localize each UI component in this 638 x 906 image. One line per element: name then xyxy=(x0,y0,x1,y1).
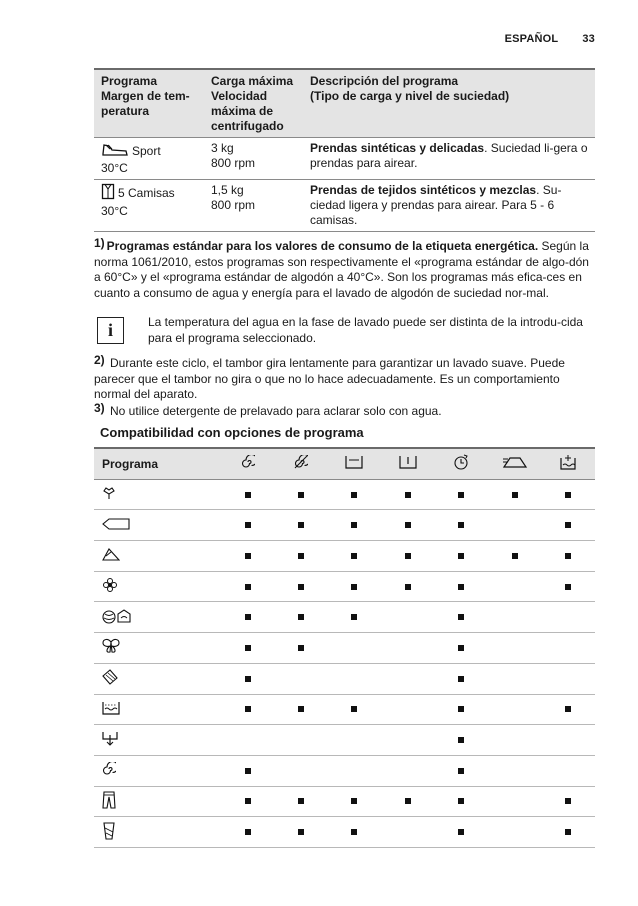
max-load: 1,5 kg xyxy=(211,183,244,197)
description-cell xyxy=(303,138,595,180)
header-program xyxy=(94,69,204,138)
empty-cell xyxy=(488,725,542,756)
square-mark-icon xyxy=(512,492,518,498)
footnote-text: Durante este ciclo, el tambor gira lentamente para garantizar un lavado suave. Puede parecer que el tambor no gira o que no lo hace adecuadamente. Es un comportamiento normal del aparato. xyxy=(94,356,565,401)
square-mark-icon xyxy=(458,614,464,620)
square-mark-icon xyxy=(565,553,571,559)
square-mark-icon xyxy=(405,584,411,590)
square-mark-icon xyxy=(405,492,411,498)
compatible-mark xyxy=(328,602,381,633)
compatibility-row xyxy=(94,633,595,664)
header-program-label: Programa xyxy=(94,448,221,479)
compatible-mark xyxy=(328,571,381,602)
square-mark-icon xyxy=(245,492,251,498)
sport-bottle-icon xyxy=(94,817,221,848)
compatibility-row xyxy=(94,786,595,817)
blanket-icon xyxy=(94,663,221,694)
program-temp: 30°C xyxy=(101,204,128,218)
footnote-marker: 1) xyxy=(94,236,105,250)
language-label: ESPAÑOL xyxy=(504,33,559,45)
header-line: Carga máxima xyxy=(211,74,294,88)
square-mark-icon xyxy=(245,645,251,651)
empty-cell xyxy=(488,510,542,541)
square-mark-icon xyxy=(458,798,464,804)
rinse-hold-icon xyxy=(328,448,381,479)
drain-icon xyxy=(94,725,221,756)
square-mark-icon xyxy=(298,522,304,528)
footnote-text: Según la norma 1061/2010, estos programas son respectivamente el «programa estándar de algo-dón a 60°C» y el «programa estándar de algodón a 40°C». Son los programas más efica-ces en cuanto a consumo de agua y energía para el lavado de algodón de suciedad nor-mal. xyxy=(94,239,589,300)
footnote-3 xyxy=(94,401,595,420)
compatible-mark xyxy=(221,817,274,848)
empty-cell xyxy=(488,602,542,633)
header-line: Descripción del programa xyxy=(310,74,459,88)
delicates-icon xyxy=(94,571,221,602)
page-header xyxy=(505,33,595,45)
compatible-mark xyxy=(221,694,274,725)
header-description xyxy=(303,69,595,138)
program-table xyxy=(94,68,595,232)
compatibility-header xyxy=(94,448,595,479)
easy-iron-icon xyxy=(488,448,542,479)
compatibility-row xyxy=(94,755,595,786)
square-mark-icon xyxy=(458,829,464,835)
square-mark-icon xyxy=(245,553,251,559)
spin-program-icon xyxy=(94,755,221,786)
compatible-mark xyxy=(328,541,381,572)
compatibility-row xyxy=(94,817,595,848)
compatible-mark xyxy=(542,694,596,725)
square-mark-icon xyxy=(458,706,464,712)
header-line: peratura xyxy=(101,104,150,118)
square-mark-icon xyxy=(245,706,251,712)
no-spin-icon xyxy=(274,448,327,479)
compatibility-row xyxy=(94,694,595,725)
prewash-icon xyxy=(542,448,596,479)
compatibility-row xyxy=(94,479,595,510)
compatible-mark xyxy=(488,541,542,572)
empty-cell xyxy=(488,694,542,725)
compatible-mark xyxy=(435,602,488,633)
synthetics-icon xyxy=(94,541,221,572)
compatible-mark xyxy=(328,510,381,541)
compatible-mark xyxy=(381,510,434,541)
square-mark-icon xyxy=(565,522,571,528)
square-mark-icon xyxy=(565,829,571,835)
empty-cell xyxy=(542,633,596,664)
square-mark-icon xyxy=(565,798,571,804)
footnote-2 xyxy=(94,353,595,403)
empty-cell xyxy=(542,663,596,694)
compatible-mark xyxy=(381,786,434,817)
compatible-mark xyxy=(435,663,488,694)
compatible-mark xyxy=(435,571,488,602)
compatible-mark xyxy=(274,479,327,510)
empty-cell xyxy=(542,755,596,786)
compatible-mark xyxy=(435,755,488,786)
compatible-mark xyxy=(274,541,327,572)
header-line: centrifugado xyxy=(211,119,284,133)
square-mark-icon xyxy=(351,798,357,804)
spin-icon xyxy=(221,448,274,479)
load-cell xyxy=(204,138,303,180)
compatibility-row xyxy=(94,571,595,602)
square-mark-icon xyxy=(458,522,464,528)
compatible-mark xyxy=(435,510,488,541)
section-title: Compatibilidad con opciones de programa xyxy=(100,425,364,440)
compatible-mark xyxy=(274,817,327,848)
square-mark-icon xyxy=(245,798,251,804)
compatible-mark xyxy=(274,510,327,541)
empty-cell xyxy=(542,602,596,633)
square-mark-icon xyxy=(458,676,464,682)
square-mark-icon xyxy=(351,584,357,590)
empty-cell xyxy=(488,633,542,664)
square-mark-icon xyxy=(351,492,357,498)
square-mark-icon xyxy=(458,492,464,498)
square-mark-icon xyxy=(245,829,251,835)
program-name: Sport xyxy=(132,143,161,158)
compatible-mark xyxy=(274,571,327,602)
compatible-mark xyxy=(542,786,596,817)
empty-cell xyxy=(328,633,381,664)
compatible-mark xyxy=(542,817,596,848)
shirt-icon xyxy=(101,183,115,204)
square-mark-icon xyxy=(458,584,464,590)
page-number: 33 xyxy=(582,33,595,45)
compatible-mark xyxy=(221,571,274,602)
description-text: . Su-ciedad ligera y prendas para airear. Para 5 - 6 camisas. xyxy=(310,183,562,227)
info-icon: i xyxy=(97,317,124,344)
compatible-mark xyxy=(221,541,274,572)
compatible-mark xyxy=(221,786,274,817)
square-mark-icon xyxy=(458,553,464,559)
wool-silk-icon xyxy=(94,602,221,633)
program-name: 5 Camisas xyxy=(118,186,175,200)
empty-cell xyxy=(328,725,381,756)
compatible-mark xyxy=(274,786,327,817)
footnote-bold: Programas estándar para los valores de consumo de la etiqueta energética. xyxy=(106,239,539,253)
compatible-mark xyxy=(274,602,327,633)
footnote-marker: 2) xyxy=(94,353,105,367)
compatible-mark xyxy=(542,541,596,572)
compatible-mark xyxy=(381,571,434,602)
info-text: La temperatura del agua en la fase de lavado puede ser distinta de la introdu-cida para el programa seleccionado. xyxy=(148,315,583,345)
square-mark-icon xyxy=(351,553,357,559)
empty-cell xyxy=(221,725,274,756)
max-speed: 800 rpm xyxy=(211,156,256,170)
empty-cell xyxy=(488,817,542,848)
compatible-mark xyxy=(381,479,434,510)
square-mark-icon xyxy=(351,706,357,712)
description-cell xyxy=(303,180,595,232)
compatible-mark xyxy=(274,633,327,664)
compatible-mark xyxy=(542,479,596,510)
empty-cell xyxy=(381,817,434,848)
header-load xyxy=(204,69,303,138)
time-manager-icon xyxy=(435,448,488,479)
square-mark-icon xyxy=(458,645,464,651)
cotton-icon xyxy=(94,479,221,510)
program-row-sport xyxy=(94,138,595,180)
compatibility-row xyxy=(94,541,595,572)
compatible-mark xyxy=(328,694,381,725)
empty-cell xyxy=(381,725,434,756)
square-mark-icon xyxy=(351,829,357,835)
load-cell xyxy=(204,180,303,232)
compatible-mark xyxy=(221,510,274,541)
empty-cell xyxy=(488,755,542,786)
footnote-1 xyxy=(94,236,595,301)
header-line: Programa xyxy=(101,74,158,88)
square-mark-icon xyxy=(245,584,251,590)
square-mark-icon xyxy=(405,553,411,559)
sport-shoe-icon xyxy=(101,141,129,161)
empty-cell xyxy=(488,663,542,694)
extra-rinse-icon xyxy=(381,448,434,479)
max-speed: 800 rpm xyxy=(211,198,256,212)
compatible-mark xyxy=(221,663,274,694)
description-text: . Suciedad li-gera o prendas para airear. xyxy=(310,141,588,170)
footnote-marker: 3) xyxy=(94,401,105,415)
program-temp: 30°C xyxy=(101,161,128,175)
compatible-mark xyxy=(328,786,381,817)
rinse-icon xyxy=(94,694,221,725)
program-table-header xyxy=(94,69,595,138)
compatible-mark xyxy=(328,817,381,848)
square-mark-icon xyxy=(298,706,304,712)
square-mark-icon xyxy=(245,676,251,682)
square-mark-icon xyxy=(298,584,304,590)
header-line: (Tipo de carga y nivel de suciedad) xyxy=(310,89,510,103)
compatible-mark xyxy=(542,571,596,602)
compatible-mark xyxy=(435,694,488,725)
compatible-mark xyxy=(435,725,488,756)
compatible-mark xyxy=(435,633,488,664)
compatible-mark xyxy=(381,541,434,572)
square-mark-icon xyxy=(512,553,518,559)
compatible-mark xyxy=(488,479,542,510)
compatibility-table xyxy=(94,447,595,848)
empty-cell xyxy=(488,571,542,602)
denim-icon xyxy=(94,786,221,817)
compatible-mark xyxy=(221,479,274,510)
square-mark-icon xyxy=(245,522,251,528)
info-note xyxy=(97,315,595,346)
empty-cell xyxy=(274,663,327,694)
empty-cell xyxy=(328,663,381,694)
compatible-mark xyxy=(274,694,327,725)
compatible-mark xyxy=(221,633,274,664)
empty-cell xyxy=(381,694,434,725)
square-mark-icon xyxy=(458,737,464,743)
square-mark-icon xyxy=(298,614,304,620)
header-line: Margen de tem- xyxy=(101,89,190,103)
empty-cell xyxy=(274,725,327,756)
description-bold: Prendas sintéticas y delicadas xyxy=(310,141,485,155)
compatible-mark xyxy=(221,755,274,786)
empty-cell xyxy=(381,602,434,633)
square-mark-icon xyxy=(565,706,571,712)
compatible-mark xyxy=(542,510,596,541)
empty-cell xyxy=(381,663,434,694)
compatibility-row xyxy=(94,725,595,756)
square-mark-icon xyxy=(298,798,304,804)
square-mark-icon xyxy=(405,522,411,528)
program-row-shirts xyxy=(94,180,595,232)
empty-cell xyxy=(542,725,596,756)
empty-cell xyxy=(488,786,542,817)
program-cell xyxy=(94,180,204,232)
square-mark-icon xyxy=(298,645,304,651)
max-load: 3 kg xyxy=(211,141,234,155)
empty-cell xyxy=(381,633,434,664)
square-mark-icon xyxy=(298,492,304,498)
compatible-mark xyxy=(328,479,381,510)
header-line: Velocidad xyxy=(211,89,268,103)
square-mark-icon xyxy=(245,768,251,774)
empty-cell xyxy=(328,755,381,786)
square-mark-icon xyxy=(565,492,571,498)
header-line: máxima de xyxy=(211,104,274,118)
square-mark-icon xyxy=(405,798,411,804)
compatibility-row xyxy=(94,510,595,541)
square-mark-icon xyxy=(298,553,304,559)
square-mark-icon xyxy=(245,614,251,620)
compatible-mark xyxy=(435,817,488,848)
compatible-mark xyxy=(435,541,488,572)
description-bold: Prendas de tejidos sintéticos y mezclas xyxy=(310,183,537,197)
compatible-mark xyxy=(435,479,488,510)
compatible-mark xyxy=(435,786,488,817)
square-mark-icon xyxy=(298,829,304,835)
program-cell xyxy=(94,138,204,180)
compatible-mark xyxy=(221,602,274,633)
compatibility-row xyxy=(94,602,595,633)
square-mark-icon xyxy=(351,522,357,528)
butterfly-icon xyxy=(94,633,221,664)
cotton-eco-icon xyxy=(94,510,221,541)
square-mark-icon xyxy=(351,614,357,620)
empty-cell xyxy=(274,755,327,786)
square-mark-icon xyxy=(565,584,571,590)
footnote-text: No utilice detergente de prelavado para aclarar solo con agua. xyxy=(106,404,442,418)
square-mark-icon xyxy=(458,768,464,774)
compatibility-row xyxy=(94,663,595,694)
empty-cell xyxy=(381,755,434,786)
